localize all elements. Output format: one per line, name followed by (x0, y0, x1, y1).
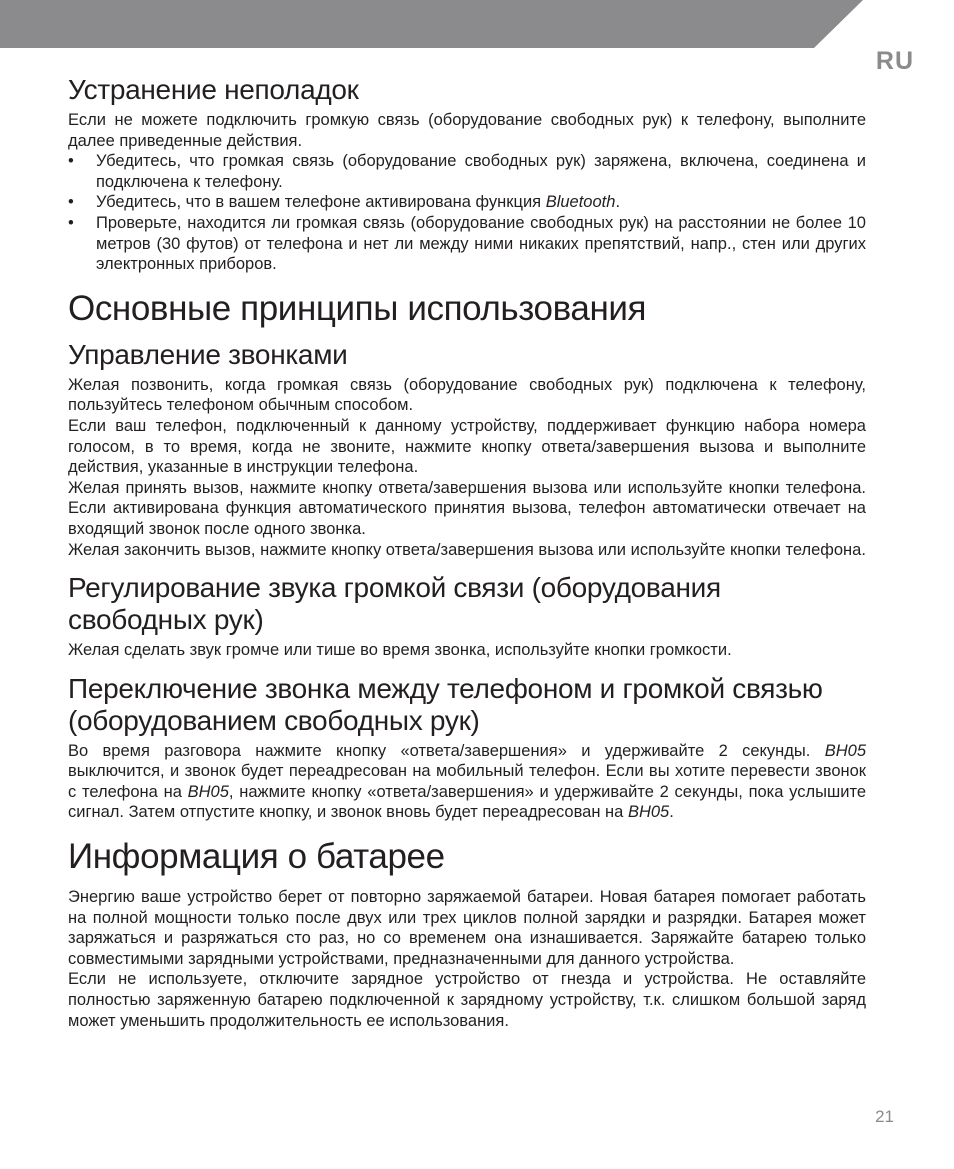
paragraph: Если ваш телефон, подключенный к данному устройству, поддерживает функцию набора номера голосом, в то время, когда не звоните, нажмите кнопку ответа/завершения вызова и выполните действия, указанные в инструкции телефона. (68, 416, 866, 477)
troubleshoot-list (68, 151, 866, 275)
heading-volume: Регулирование звука громкой связи (оборудования свободных рук) (68, 572, 721, 636)
paragraph: Энергию ваше устройство берет от повторно заряжаемой батареи. Новая батарея помогает работать на полной мощности только после двух или трех циклов полной зарядки и разрядки. Батарея может заряжаться и разряжаться сто раз, но со временем она изнашивается. Заряжайте батарею только совместимыми зарядными устройствами, предназначенными для данного устройства. (68, 888, 866, 968)
heading-troubleshoot: Устранение неполадок (68, 74, 359, 105)
list-item: • Убедитесь, что в вашем телефоне активирована функция Bluetooth. (68, 192, 866, 213)
paragraph: Желая принять вызов, нажмите кнопку ответа/завершения вызова или используйте кнопки телефона. Если активирована функция автоматического принятия вызова, телефон автоматически отвечает на входящий звонок после одного звонка. (68, 478, 866, 538)
page-content (68, 74, 866, 1031)
troubleshoot-intro: Если не можете подключить громкую связь (оборудование свободных рук) к телефону, выполните далее приведенные действия. (68, 111, 866, 150)
paragraph: Если не используете, отключите зарядное устройство от гнезда и устройства. Не оставляйте полностью заряженную батарею подключенной к зарядному устройству, т.к. слишком большой заряд может уменьшить продолжительность ее использования. (68, 970, 866, 1030)
paragraph: Желая сделать звук громче или тише во время звонка, используйте кнопки громкости. (68, 641, 732, 660)
paragraph: Желая закончить вызов, нажмите кнопку ответа/завершения вызова или используйте кнопки телефона. (68, 540, 866, 559)
paragraph: Желая позвонить, когда громкая связь (оборудование свободных рук) подключена к телефону, пользуйтесь телефоном обычным способом. (68, 375, 866, 415)
list-item: • Убедитесь, что громкая связь (оборудование свободных рук) заряжена, включена, соединена и подключена к телефону. (68, 151, 866, 192)
page-number: 21 (875, 1107, 894, 1126)
heading-calls: Управление звонками (68, 338, 348, 370)
header-bar (0, 0, 863, 48)
heading-battery: Информация о батарее (68, 837, 445, 877)
heading-switching: Переключение звонка между телефоном и громкой связью (оборудованием свободных рук) (68, 672, 823, 736)
language-code: RU (875, 47, 914, 75)
heading-basics: Основные принципы использования (68, 288, 647, 328)
paragraph: Во время разговора нажмите кнопку «ответа/завершения» и удерживайте 2 секунды. BH05 выключится, и звонок будет переадресован на мобильный телефон. Если вы хотите перевести звонок с телефона на BH05, нажмите кнопку «ответа/завершения» и удерживайте 2 секунды, пока услышите сигнал. Затем отпустите кнопку, и звонок вновь будет переадресован на BH05. (68, 741, 866, 822)
list-item: • Проверьте, находится ли громкая связь (оборудование свободных рук) на расстоянии не более 10 метров (30 футов) от телефона и нет ли между ними никаких препятствий, напр., стен или других электронных приборов. (68, 213, 866, 275)
